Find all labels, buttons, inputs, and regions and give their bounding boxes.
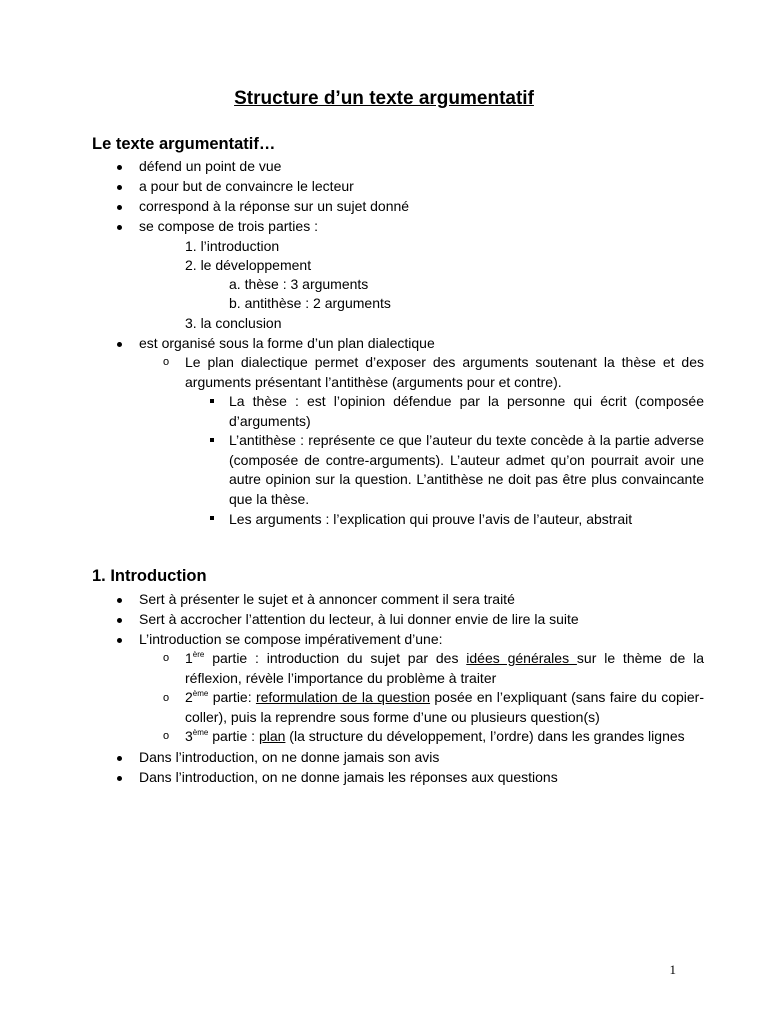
numbered-item: 3. la conclusion	[185, 315, 282, 331]
bullet-icon	[117, 342, 122, 347]
list-item: Sert à accrocher l’attention du lecteur, à lui donner envie de lire la suite	[139, 611, 579, 627]
section-heading-introduction: 1. Introduction	[92, 567, 207, 585]
sub-sub-item-antithese: L’antithèse : représente ce que l’auteur du texte concède à la partie adverse (composée de contre-arguments). L’auteur admet qu’on pourrait avoir une autre opinion sur la question. L’antithèse ne doit pas être plus convaincante que la thèse.	[229, 432, 704, 507]
list-item: Dans l’introduction, on ne donne jamais les réponses aux questions	[139, 769, 558, 785]
bullet-icon	[117, 598, 122, 603]
page-title: Structure d’un texte argumentatif	[234, 88, 534, 109]
bullet-icon	[117, 165, 122, 170]
sub-sub-item-these: La thèse : est l’opinion défendue par la personne qui écrit (composée d’arguments)	[229, 393, 704, 429]
section-heading-texte-argumentatif: Le texte argumentatif…	[92, 135, 276, 153]
bullet-icon	[117, 205, 122, 210]
bullet-icon	[117, 185, 122, 190]
sub-sub-item-arguments: Les arguments : l’explication qui prouve l’avis de l’auteur, abstrait	[229, 511, 633, 527]
square-bullet-icon	[210, 399, 214, 403]
sub-item-plan-dialectique: Le plan dialectique permet d’exposer des arguments soutenant la thèse et des arguments présentant l’antithèse (arguments pour et contre).	[185, 354, 704, 390]
circle-bullet-icon: o	[163, 692, 170, 704]
lettered-item: b. antithèse : 2 arguments	[229, 295, 391, 311]
bullet-icon	[117, 638, 122, 643]
list-item: a pour but de convaincre le lecteur	[139, 178, 354, 194]
list-item: Sert à présenter le sujet et à annoncer comment il sera traité	[139, 591, 515, 607]
list-item: correspond à la réponse sur un sujet donné	[139, 198, 410, 214]
list-item: est organisé sous la forme d’un plan dialectique	[139, 335, 435, 351]
bullet-icon	[117, 756, 122, 761]
sub-item-deuxieme-partie: 2ème partie: reformulation de la question posée en l’expliquant (sans faire du copier-coller), puis la reprendre sous forme d’une ou plusieurs question(s)	[185, 689, 704, 725]
list-item: défend un point de vue	[139, 158, 282, 174]
bullet-icon	[117, 225, 122, 230]
circle-bullet-icon: o	[163, 356, 170, 368]
circle-bullet-icon: o	[163, 730, 170, 742]
list-item: se compose de trois parties :	[139, 218, 318, 234]
numbered-item: 2. le développement	[185, 257, 312, 273]
numbered-item: 1. l’introduction	[185, 238, 280, 254]
list-item: L’introduction se compose impérativement d’une:	[139, 631, 443, 647]
list-item: Dans l’introduction, on ne donne jamais son avis	[139, 749, 440, 765]
sub-item-troisieme-partie: 3ème partie : plan (la structure du développement, l’ordre) dans les grandes lignes	[185, 728, 685, 744]
square-bullet-icon	[210, 438, 214, 442]
page-number: 1	[669, 962, 676, 977]
lettered-item: a. thèse : 3 arguments	[229, 276, 369, 292]
bullet-icon	[117, 618, 122, 623]
sub-item-premiere-partie: 1ère partie : introduction du sujet par des idées générales sur le thème de la réflexion, révèle l’importance du problème à traiter	[185, 650, 704, 686]
circle-bullet-icon: o	[163, 652, 170, 664]
square-bullet-icon	[210, 516, 214, 520]
bullet-icon	[117, 776, 122, 781]
